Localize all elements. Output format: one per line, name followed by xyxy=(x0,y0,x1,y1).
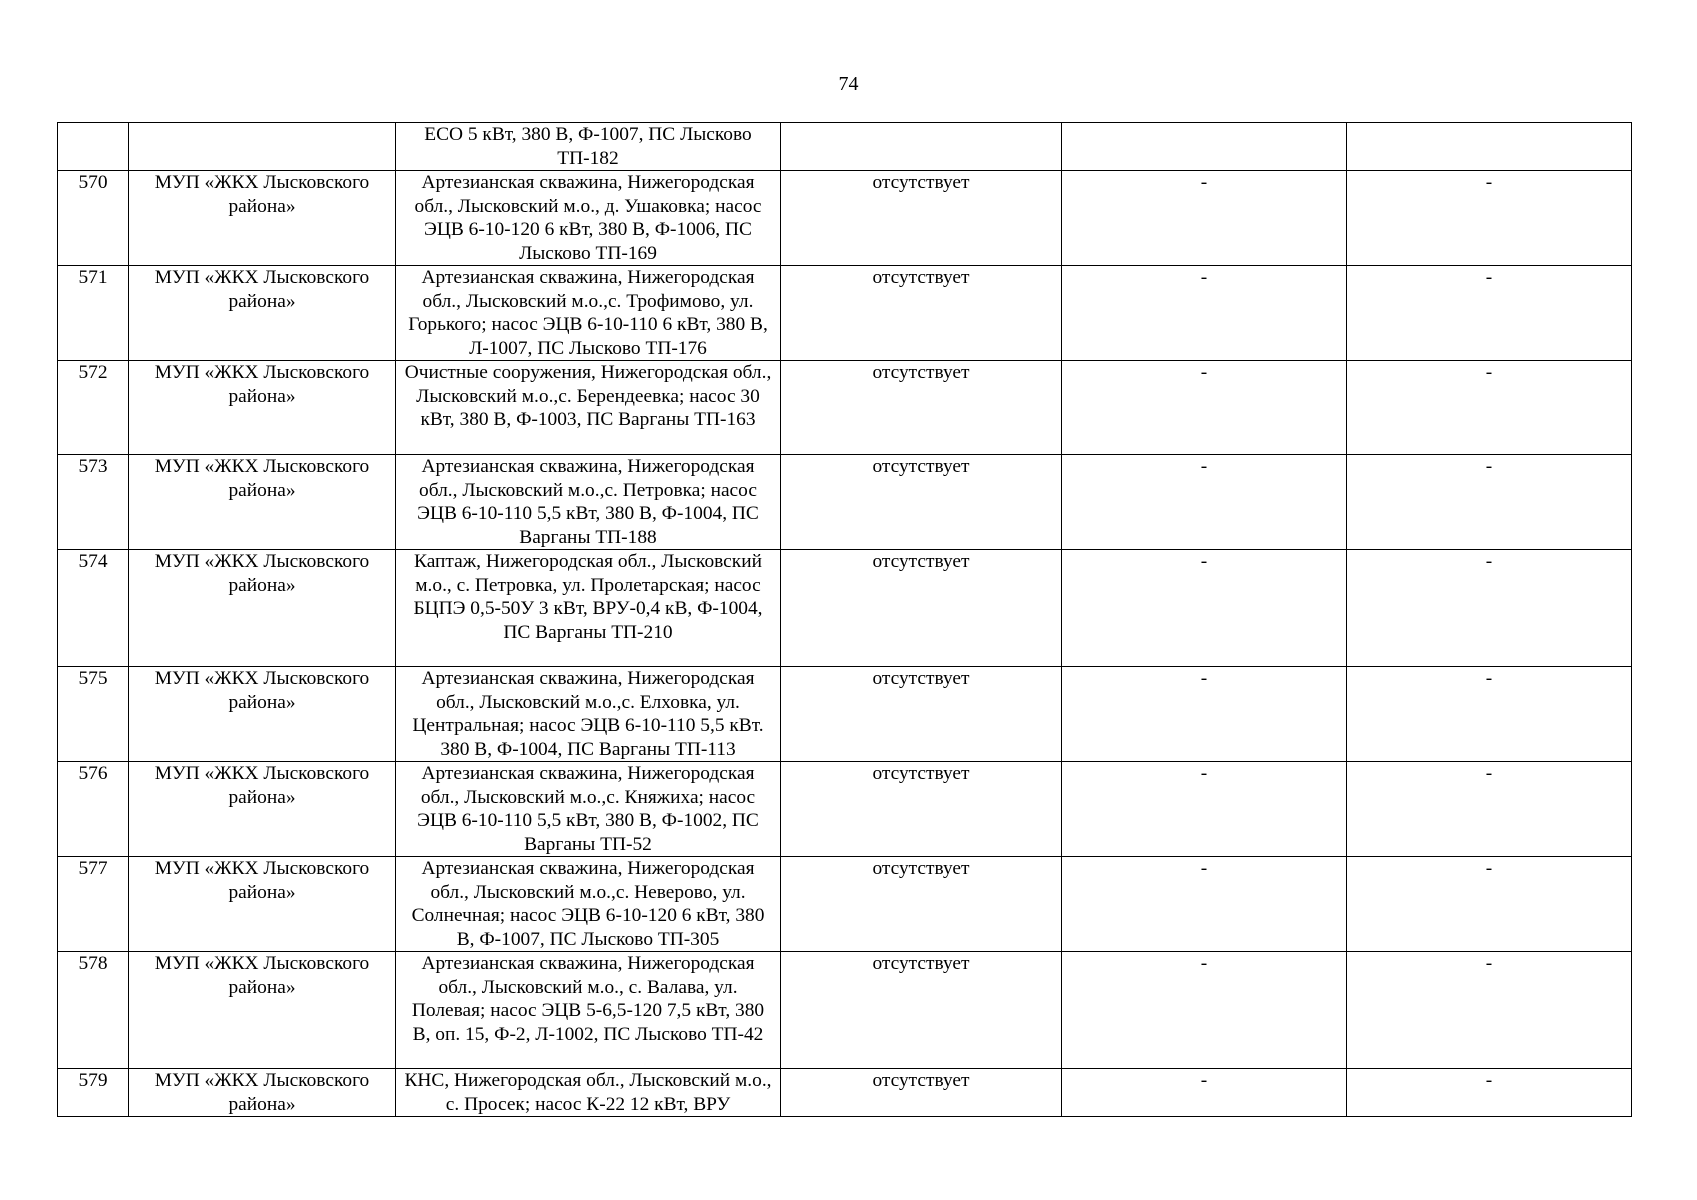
organization-cell: МУП «ЖКХ Лысковского района» xyxy=(129,857,396,952)
row-number: 570 xyxy=(58,171,129,266)
page-number: 74 xyxy=(838,73,859,95)
object-description-cell: Артезианская скважина, Нижегородская обл., Лысковский м.о.,с. Княжиха; насос ЭЦВ 6-10-110 5,5 кВт, 380 В, Ф-1002, ПС Варганы ТП-52 xyxy=(396,762,781,857)
table-row xyxy=(58,952,1632,1069)
table-row xyxy=(58,171,1632,266)
object-description-cell: КНС, Нижегородская обл., Лысковский м.о., с. Просек; насос К-22 12 кВт, ВРУ xyxy=(396,1069,781,1117)
table-row xyxy=(58,1069,1632,1117)
table-row xyxy=(58,123,1632,171)
status-cell: отсутствует xyxy=(781,667,1062,762)
value-cell: - xyxy=(1347,266,1632,361)
value-cell: - xyxy=(1062,266,1347,361)
value-cell: - xyxy=(1347,361,1632,455)
table-row xyxy=(58,455,1632,550)
row-number: 571 xyxy=(58,266,129,361)
status-cell: отсутствует xyxy=(781,762,1062,857)
value-cell: - xyxy=(1347,857,1632,952)
row-number: 577 xyxy=(58,857,129,952)
object-description-cell: Артезианская скважина, Нижегородская обл., Лысковский м.о.,с. Неверово, ул. Солнечная; насос ЭЦВ 6-10-120 6 кВт, 380 В, Ф-1007, ПС Лысково ТП-305 xyxy=(396,857,781,952)
value-cell: - xyxy=(1347,667,1632,762)
object-description-cell: Артезианская скважина, Нижегородская обл., Лысковский м.о.,с. Елховка, ул. Центральная; насос ЭЦВ 6-10-110 5,5 кВт. 380 В, Ф-1004, ПС Варганы ТП-113 xyxy=(396,667,781,762)
value-cell: - xyxy=(1347,550,1632,667)
organization-cell: МУП «ЖКХ Лысковского района» xyxy=(129,952,396,1069)
table-row xyxy=(58,266,1632,361)
value-cell: - xyxy=(1062,667,1347,762)
value-cell: - xyxy=(1062,952,1347,1069)
value-cell: - xyxy=(1347,952,1632,1069)
object-description-cell: Артезианская скважина, Нижегородская обл., Лысковский м.о.,с. Петровка; насос ЭЦВ 6-10-110 5,5 кВт, 380 В, Ф-1004, ПС Варганы ТП-188 xyxy=(396,455,781,550)
object-description-cell: Каптаж, Нижегородская обл., Лысковский м.о., с. Петровка, ул. Пролетарская; насос БЦПЭ 0,5-50У 3 кВт, ВРУ-0,4 кВ, Ф-1004, ПС Варганы ТП-210 xyxy=(396,550,781,667)
status-cell: отсутствует xyxy=(781,550,1062,667)
row-number: 579 xyxy=(58,1069,129,1117)
row-number: 573 xyxy=(58,455,129,550)
object-description-cell: Очистные сооружения, Нижегородская обл., Лысковский м.о.,с. Берендеевка; насос 30 кВт, 380 В, Ф-1003, ПС Варганы ТП-163 xyxy=(396,361,781,455)
organization-cell: МУП «ЖКХ Лысковского района» xyxy=(129,1069,396,1117)
object-description-cell: ЕСО 5 кВт, 380 В, Ф-1007, ПС Лысково ТП-182 xyxy=(396,123,781,171)
row-number: 576 xyxy=(58,762,129,857)
value-cell: - xyxy=(1062,1069,1347,1117)
organization-cell: МУП «ЖКХ Лысковского района» xyxy=(129,171,396,266)
status-cell xyxy=(781,123,1062,171)
organization-cell xyxy=(129,123,396,171)
table-row xyxy=(58,550,1632,667)
value-cell xyxy=(1347,123,1632,171)
facility-table xyxy=(57,122,1632,1117)
status-cell: отсутствует xyxy=(781,266,1062,361)
organization-cell: МУП «ЖКХ Лысковского района» xyxy=(129,550,396,667)
value-cell: - xyxy=(1062,550,1347,667)
status-cell: отсутствует xyxy=(781,952,1062,1069)
object-description-cell: Артезианская скважина, Нижегородская обл., Лысковский м.о., с. Валава, ул. Полевая; насос ЭЦВ 5-6,5-120 7,5 кВт, 380 В, оп. 15, Ф-2, Л-1002, ПС Лысково ТП-42 xyxy=(396,952,781,1069)
value-cell xyxy=(1062,123,1347,171)
status-cell: отсутствует xyxy=(781,455,1062,550)
value-cell: - xyxy=(1062,171,1347,266)
table-row xyxy=(58,667,1632,762)
row-number xyxy=(58,123,129,171)
row-number: 574 xyxy=(58,550,129,667)
organization-cell: МУП «ЖКХ Лысковского района» xyxy=(129,762,396,857)
value-cell: - xyxy=(1062,361,1347,455)
value-cell: - xyxy=(1347,762,1632,857)
status-cell: отсутствует xyxy=(781,171,1062,266)
organization-cell: МУП «ЖКХ Лысковского района» xyxy=(129,455,396,550)
row-number: 575 xyxy=(58,667,129,762)
table-row xyxy=(58,762,1632,857)
row-number: 572 xyxy=(58,361,129,455)
value-cell: - xyxy=(1347,1069,1632,1117)
organization-cell: МУП «ЖКХ Лысковского района» xyxy=(129,361,396,455)
status-cell: отсутствует xyxy=(781,361,1062,455)
status-cell: отсутствует xyxy=(781,1069,1062,1117)
table-row xyxy=(58,857,1632,952)
value-cell: - xyxy=(1062,762,1347,857)
row-number: 578 xyxy=(58,952,129,1069)
organization-cell: МУП «ЖКХ Лысковского района» xyxy=(129,266,396,361)
value-cell: - xyxy=(1062,857,1347,952)
status-cell: отсутствует xyxy=(781,857,1062,952)
value-cell: - xyxy=(1347,455,1632,550)
organization-cell: МУП «ЖКХ Лысковского района» xyxy=(129,667,396,762)
object-description-cell: Артезианская скважина, Нижегородская обл., Лысковский м.о., д. Ушаковка; насос ЭЦВ 6-10-120 6 кВт, 380 В, Ф-1006, ПС Лысково ТП-169 xyxy=(396,171,781,266)
value-cell: - xyxy=(1062,455,1347,550)
table-row xyxy=(58,361,1632,455)
object-description-cell: Артезианская скважина, Нижегородская обл., Лысковский м.о.,с. Трофимово, ул. Горького; насос ЭЦВ 6-10-110 6 кВт, 380 В, Л-1007, ПС Лысково ТП-176 xyxy=(396,266,781,361)
value-cell: - xyxy=(1347,171,1632,266)
